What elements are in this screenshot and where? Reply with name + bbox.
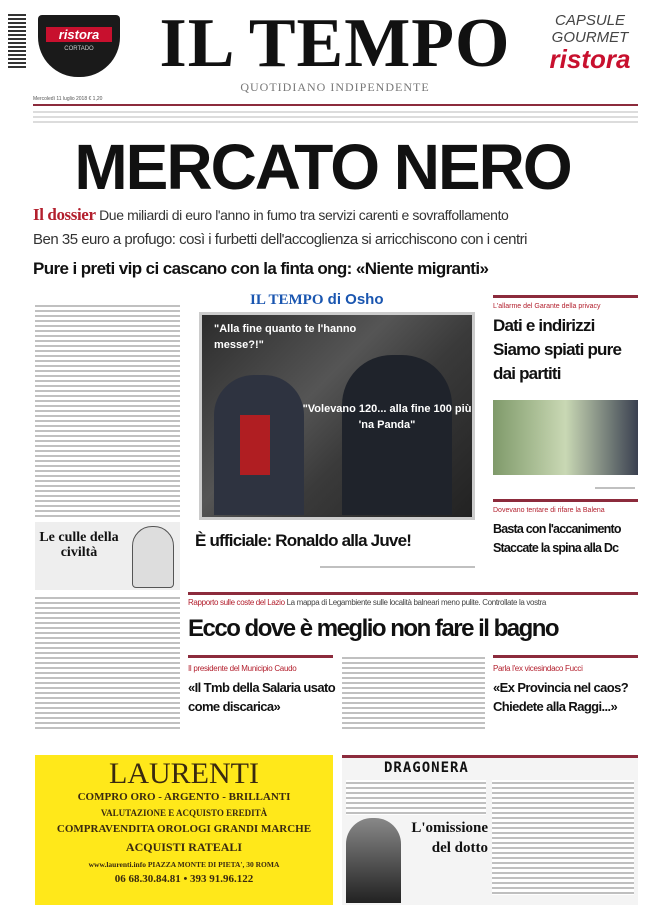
beach-rule (188, 592, 638, 595)
masthead-subtitle: QUOTIDIANO INDIPENDENTE (240, 80, 430, 94)
dragonera-body-1 (346, 780, 486, 815)
cartoon-label (250, 291, 384, 309)
brief-rule-1 (188, 655, 333, 658)
brief-rule-2 (493, 655, 638, 658)
ristora-badge (38, 15, 120, 77)
cartoon-quote-2: "Volevano 120... alla fine 100 più 'na Panda" (302, 403, 472, 431)
column-body (35, 595, 180, 730)
dragonera-body-2 (492, 780, 634, 895)
right-kicker-1: L'allarme del Garante della privacy (493, 303, 601, 310)
red-vest (240, 415, 270, 475)
dragonera-box (342, 758, 638, 905)
right-ref-1 (595, 485, 635, 490)
right-photo (493, 400, 638, 475)
badge-brand: ristora (46, 27, 112, 42)
beach-headline: Ecco dove è meglio non fare il bagno (188, 615, 559, 642)
brief-headline-2: «Ex Provincia nel caos? Chiedete alla Raggi...» (493, 680, 629, 714)
column-title: Le culle della civiltà (39, 530, 119, 560)
article-body (35, 303, 180, 518)
laurenti-ad (35, 755, 333, 905)
column-box (35, 522, 180, 590)
beach-deck (188, 598, 643, 608)
caption-credits (320, 564, 475, 569)
author-portrait (346, 818, 401, 903)
brief-body (342, 655, 485, 730)
masthead-title: IL TEMPO (159, 5, 511, 82)
ad-line-3: COMPRAVENDITA OROLOGI GRANDI MARCHE (56, 823, 312, 835)
dragonera-title: DRAGONERA (384, 760, 469, 776)
dragonera-headline: L'omissione del dotto (404, 818, 488, 858)
beach-deck-text: La mappa di Legambiente sulle località balneari meno pulite. Controllate la vostra (286, 598, 547, 607)
cartoon-caption: È ufficiale: Ronaldo alla Juve! (195, 531, 412, 550)
right-ad (540, 12, 640, 72)
columnist-portrait (132, 526, 174, 588)
ad-line-4: ACQUISTI RATEALI (125, 840, 243, 854)
right-kicker-2: Dovevano tentare di rifare la Balena (493, 507, 605, 514)
lead-headline: MERCATO NERO (74, 131, 571, 203)
secondary-headline: Pure i preti vip ci cascano con la finta ong: «Niente migranti» (33, 259, 489, 278)
ad-line-2: VALUTAZIONE E ACQUISTO EREDITÀ (100, 808, 268, 818)
lead-deck2: Ben 35 euro a profugo: così i furbetti dell'accoglienza si arricchiscono con i centri (33, 231, 527, 248)
lead-deck-text: Due miliardi di euro l'anno in fumo tra servizi carenti e sovraffollamento (99, 207, 509, 223)
cartoon-photo (199, 312, 475, 520)
masthead-rule (33, 104, 638, 106)
cartoon-quote-1: "Alla fine quanto te l'hanno messe?!" (214, 323, 357, 351)
ad-brand: LAURENTI (109, 757, 259, 790)
right-rule-2 (493, 499, 638, 502)
brief-kicker-2: Parla l'ex vicesindaco Fucci (493, 664, 583, 673)
ad-line-1: COMPRO ORO - ARGENTO - BRILLANTI (77, 791, 291, 803)
right-headline-1: Dati e indirizzi Siamo spiati pure dai partiti (493, 316, 622, 383)
ad-line-5: www.laurenti.info PIAZZA MONTE DI PIETA', 30 ROMA (88, 860, 280, 869)
cartoon-label-a: IL TEMPO (250, 292, 324, 308)
ad-line: GOURMET (551, 29, 629, 46)
right-headline-2: Basta con l'accanimento Staccate la spina alla Dc (493, 522, 621, 555)
lead-kicker: Il dossier (33, 205, 96, 224)
beach-kicker: Rapporto sulle coste del Lazio (188, 598, 285, 607)
ad-line: CAPSULE (554, 12, 626, 29)
right-rule-1 (493, 295, 638, 298)
badge-sub: CORTADO (64, 46, 94, 52)
brief-kicker-1: Il presidente del Municipio Caudo (188, 664, 297, 673)
lead-deck (33, 205, 638, 225)
barcode (8, 14, 26, 70)
ad-brand: ristora (549, 44, 631, 74)
cartoon-label-b: di Osho (327, 291, 384, 308)
figure-right (342, 355, 452, 515)
info-strip (33, 109, 638, 123)
brief-headline-1: «Il Tmb della Salaria usato come discarica» (188, 680, 336, 714)
date-line: Mercoledì 11 luglio 2018 € 1,20 (33, 96, 103, 102)
ad-line-6: 06 68.30.84.81 • 393 91.96.122 (114, 873, 254, 885)
